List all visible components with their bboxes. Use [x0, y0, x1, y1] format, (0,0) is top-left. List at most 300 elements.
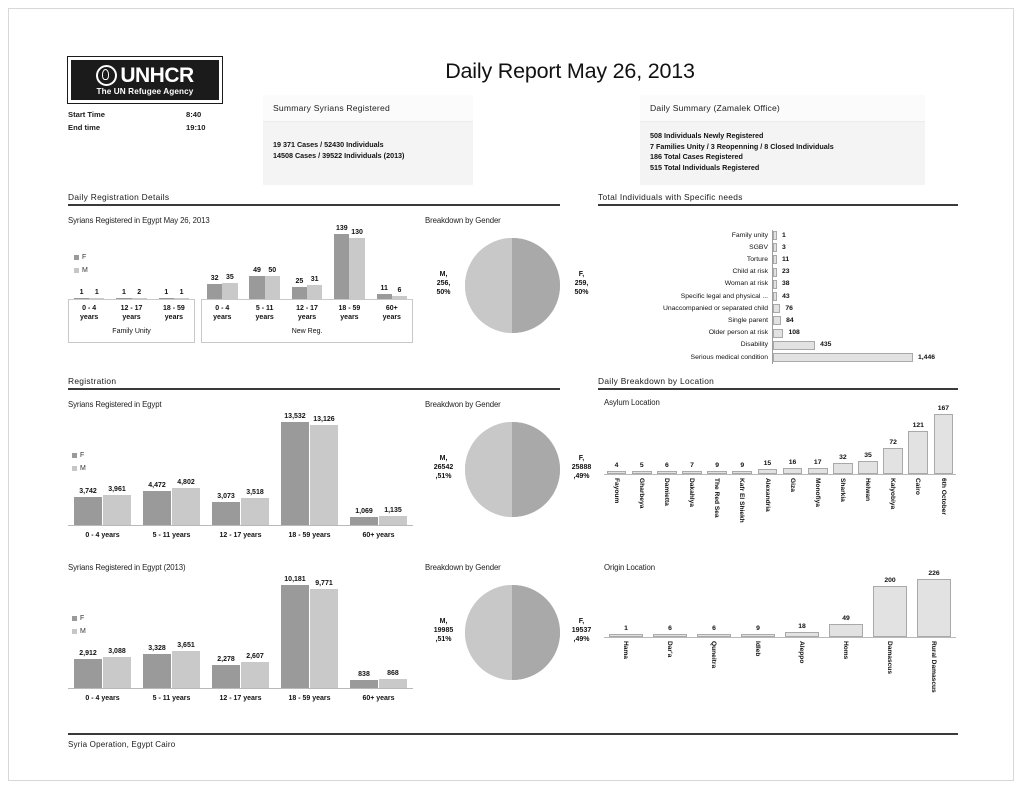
chart-registration-2013-age-gender	[68, 563, 413, 718]
location-bar-value: 49	[842, 615, 850, 623]
location-bar-value: 18	[798, 623, 806, 631]
location-bar-Kalyobiya	[883, 448, 903, 474]
bar-F-12 - 17 years	[116, 288, 131, 300]
h-bar-Disability	[773, 341, 815, 350]
location-bar-Cairo	[908, 431, 928, 474]
h-bar-Torture	[773, 255, 777, 264]
pie-chart	[425, 400, 595, 540]
pie-slice-M	[465, 238, 513, 333]
chart-daily-age-gender	[68, 216, 413, 361]
bar-value: 1	[164, 288, 169, 296]
end-time-label: End time	[68, 123, 101, 132]
pie-label-line: ,49%	[573, 636, 590, 643]
x-axis-label: 12 - 17 years	[219, 695, 262, 702]
pie-slice-M	[465, 422, 513, 517]
daily-summary-line-4: 515 Total Individuals Registered	[650, 162, 760, 172]
h-bar-value: 43	[782, 292, 790, 300]
pie-label-M	[425, 617, 463, 644]
x-axis-label: 12 - 17 years	[219, 532, 262, 539]
x-axis-label	[328, 304, 370, 322]
chart-title: Asylum Location	[604, 398, 660, 407]
h-bar-Older person at risk	[773, 329, 783, 338]
bar-M-0 - 4 years	[103, 485, 132, 525]
bar-M-18 - 59 years	[310, 580, 339, 688]
pie-chart	[425, 216, 595, 356]
pie-label-line: F,	[578, 455, 585, 462]
h-bar-category-label: Torture	[746, 255, 768, 263]
location-label-Cairo: Cairo	[914, 478, 922, 495]
bar-F-60+ years	[350, 670, 379, 688]
location-bar-value: 16	[788, 459, 797, 467]
location-label-Gharbeya: Gharbeya	[637, 478, 645, 509]
section-rule	[598, 388, 958, 390]
footer-rule	[68, 733, 958, 735]
h-bar-Family unity	[773, 231, 777, 240]
start-time-row	[68, 110, 268, 119]
bar-M-5 - 11 years	[172, 642, 201, 688]
x-axis-label: 60+ years	[362, 532, 395, 539]
chart-registration-gender-pie	[425, 400, 595, 540]
x-axis-line	[68, 525, 413, 526]
section-rule	[68, 204, 560, 206]
pie-label-F	[563, 270, 601, 297]
pie-label-line: F,	[578, 271, 585, 278]
legend-label-M: M	[80, 628, 86, 635]
location-bar-Helwan	[858, 461, 878, 474]
pie-label-line: ,49%	[573, 473, 590, 480]
page-title: Daily Report May 26, 2013	[445, 59, 695, 83]
x-axis-line	[604, 474, 956, 475]
x-axis-label-line: 5 - 11	[255, 305, 274, 312]
x-axis-label-line: years	[164, 314, 184, 321]
location-bar-value: 5	[639, 462, 644, 469]
bar-value: 2,607	[246, 652, 264, 660]
bar-F-18 - 59 years	[334, 225, 349, 299]
x-axis-label-line: years	[382, 314, 401, 321]
section-label: Daily Breakdown by Location	[598, 376, 715, 386]
pie-label-F	[563, 617, 601, 644]
legend-item-F	[74, 254, 88, 261]
x-axis-label-line: 12 - 17	[296, 305, 318, 312]
legend-label-F: F	[80, 452, 85, 459]
bar-value: 130	[351, 229, 363, 237]
location-label-Idleb: Idleb	[754, 641, 762, 657]
x-axis-label-line: 18 - 59	[163, 305, 185, 312]
pie-label-line: ,51%	[435, 636, 452, 643]
h-bar-category-label: Specific legal and physical ...	[680, 292, 768, 300]
bar-M-60+ years	[392, 287, 407, 299]
legend-swatch-M	[72, 629, 77, 634]
h-bar-Woman at risk	[773, 280, 777, 289]
location-label-Helwan: Helwan	[864, 478, 872, 502]
pie-slice-F	[512, 238, 560, 333]
section-rule	[68, 388, 560, 390]
bar-value: 3,651	[177, 642, 195, 650]
location-bar-value: 32	[839, 453, 847, 461]
location-bar-value: 200	[884, 576, 896, 584]
location-bar-value: 4	[614, 462, 619, 469]
bar-F-12 - 17 years	[212, 492, 241, 525]
location-label-Quneitra: Quneitra	[710, 641, 718, 669]
x-axis-label	[110, 304, 152, 322]
pie-label-M	[425, 270, 463, 297]
section-header-daily-registration-details	[68, 192, 560, 205]
chart-title: Breakdown by Gender	[425, 216, 501, 225]
x-axis-label	[286, 304, 328, 322]
location-bar-value: 35	[864, 452, 872, 460]
location-label-Fayoum: Fayoum	[612, 478, 620, 504]
bar-M-12 - 17 years	[241, 489, 270, 525]
h-bar-SGBV	[773, 243, 777, 252]
bar-M-0 - 4 years	[222, 273, 237, 299]
chart-specific-needs	[600, 222, 958, 362]
bar-value: 11	[380, 284, 388, 292]
pie-label-line: 19985	[433, 627, 454, 634]
x-axis-label: 0 - 4 years	[85, 695, 120, 702]
pie-circle	[465, 238, 560, 333]
chart-title: Breakdwon by Gender	[425, 400, 501, 409]
chart-title: Syrians Registered in Egypt (2013)	[68, 563, 186, 572]
legend-swatch-M	[72, 466, 77, 471]
h-bar-value: 435	[820, 341, 832, 349]
h-bar-category-label: SGBV	[749, 243, 768, 251]
h-bar-category-label: Child at risk	[732, 268, 768, 276]
x-axis-label: 60+ years	[362, 695, 395, 702]
pie-label-line: 19537	[571, 627, 592, 634]
chart-asylum-location	[604, 398, 956, 548]
pie-circle	[465, 585, 560, 680]
legend-item-F	[72, 615, 86, 622]
start-time-label: Start Time	[68, 110, 105, 119]
location-label-Dar'a: Dar'a	[666, 641, 674, 658]
bar-M-5 - 11 years	[172, 479, 201, 525]
x-axis-label-line: 60+	[385, 305, 398, 312]
chart-daily-gender-pie	[425, 216, 595, 356]
h-bar-value: 38	[782, 280, 790, 288]
legend-swatch-M	[74, 268, 79, 273]
summary-syrians-title: Summary Syrians Registered	[263, 95, 473, 122]
legend-label-M: M	[82, 267, 88, 274]
bar-F-60+ years	[350, 507, 379, 525]
location-label-Dakahlya: Dakahlya	[688, 478, 696, 507]
legend-item-M	[72, 465, 86, 472]
bar-value: 3,328	[148, 645, 166, 653]
bar-value: 838	[358, 670, 370, 678]
legend-swatch-F	[74, 255, 79, 260]
pie-label-line: M,	[439, 618, 448, 625]
x-axis-label	[201, 304, 243, 322]
bar-value: 1	[179, 288, 184, 296]
bar-value: 139	[335, 225, 348, 232]
h-bar-category-label: Unaccompanied or separated child	[662, 304, 768, 312]
bar-M-60+ years	[379, 670, 408, 688]
bar-value: 13,532	[284, 413, 306, 420]
daily-summary-box	[640, 95, 925, 185]
bar-value: 1,135	[384, 507, 402, 515]
bar-F-18 - 59 years	[281, 576, 310, 688]
pie-label-line: 256,	[436, 280, 451, 287]
group-label-1: New Reg.	[291, 328, 323, 335]
location-label-Sharkia: Sharkia	[839, 478, 847, 502]
bar-value: 32	[210, 275, 219, 283]
daily-summary-line-2: 7 Families Unity / 3 Reopenning / 8 Closed Individuals	[650, 141, 834, 151]
x-axis-label-line: years	[255, 314, 274, 321]
summary-syrians-line-1: 19 371 Cases / 52430 Individuals	[273, 140, 384, 149]
x-axis-label: 18 - 59 years	[288, 695, 331, 702]
h-bar-value: 84	[786, 316, 794, 324]
unhcr-logo	[68, 57, 222, 103]
x-axis-label	[153, 304, 195, 322]
location-label-Damascus: Damascus	[886, 641, 894, 674]
x-axis-label-line: years	[297, 314, 317, 321]
h-bar-category-label: Serious medical condition	[690, 353, 768, 361]
bar-value: 25	[295, 278, 304, 286]
legend-label-F: F	[82, 254, 87, 261]
time-block	[68, 110, 268, 136]
x-axis-label-line: years	[80, 314, 99, 321]
pie-label-line: 50%	[436, 289, 451, 296]
h-bar-value: 1	[782, 231, 786, 239]
daily-summary-title: Daily Summary (Zamalek Office)	[640, 95, 925, 122]
h-bar-Serious medical condition	[773, 353, 913, 362]
bar-F-60+ years	[377, 284, 392, 299]
bar-M-0 - 4 years	[103, 647, 132, 688]
location-label-Kalyobiya: Kalyobiya	[889, 478, 897, 510]
bar-F-0 - 4 years	[74, 649, 103, 688]
chart-title: Syrians Registered in Egypt May 26, 2013	[68, 216, 210, 225]
section-header-total-specific-needs	[598, 192, 958, 205]
location-label-6th October: 6th October	[939, 478, 947, 516]
location-bar-6th October	[934, 414, 954, 474]
bar-value: 4,802	[177, 479, 195, 487]
bar-F-0 - 4 years	[74, 288, 89, 300]
x-axis-label: 5 - 11 years	[152, 695, 191, 702]
x-axis-label: 0 - 4 years	[85, 532, 120, 539]
location-bar-Sharkia	[833, 463, 853, 474]
chart-legend	[74, 254, 88, 280]
h-bar-value: 23	[782, 268, 790, 276]
bar-value: 3,518	[246, 489, 264, 497]
chart-title: Origin Location	[604, 563, 655, 572]
location-bar-value: 17	[813, 458, 822, 466]
bar-value: 2,278	[217, 655, 235, 663]
location-bar-value: 6	[664, 462, 669, 469]
section-rule	[598, 204, 958, 206]
location-label-Rural Damascus: Rural Damascus	[930, 641, 938, 693]
pie-slice-F	[512, 422, 560, 517]
logo-tagline: The UN Refugee Agency	[96, 86, 194, 96]
bar-value: 6	[397, 287, 402, 295]
location-bar-Damascus	[873, 586, 907, 637]
chart-legend	[72, 615, 86, 641]
h-bar-value: 108	[788, 329, 800, 337]
location-bar-Homs	[829, 624, 863, 637]
legend-label-F: F	[80, 615, 85, 622]
bar-value: 9,771	[315, 580, 333, 588]
pie-label-line: 259,	[574, 280, 589, 287]
chart-registration-2013-gender-pie	[425, 563, 595, 703]
pie-slice-M	[465, 585, 513, 680]
bar-value: 49	[253, 267, 261, 275]
summary-syrians-line-2: 14508 Cases / 39522 Individuals (2013)	[273, 151, 405, 160]
pie-label-M	[425, 454, 463, 481]
x-axis-label	[244, 304, 286, 322]
bar-value: 2	[137, 288, 142, 296]
location-bar-value: 9	[756, 625, 760, 632]
pie-slice-F	[512, 585, 560, 680]
bar-F-18 - 59 years	[281, 413, 310, 525]
legend-item-F	[72, 452, 86, 459]
location-bar-value: 226	[928, 570, 940, 577]
location-label-Alexandria: Alexandria	[763, 478, 771, 512]
location-bar-value: 9	[740, 461, 745, 469]
h-bar-category-label: Older person at risk	[708, 329, 768, 337]
x-axis-label-line: 0 - 4	[215, 305, 230, 312]
h-bar-Single parent	[773, 316, 781, 325]
section-header-daily-breakdown-location	[598, 376, 958, 389]
section-header-registration	[68, 376, 560, 389]
location-label-Hama: Hama	[622, 641, 630, 659]
x-axis-label	[68, 304, 110, 322]
h-bar-category-label: Single parent	[727, 316, 768, 324]
x-axis-label-line: years	[340, 314, 359, 321]
bar-F-12 - 17 years	[292, 278, 307, 299]
bar-value: 3,742	[79, 487, 97, 495]
bar-M-12 - 17 years	[241, 652, 270, 688]
h-bar-value: 11	[782, 255, 790, 263]
bar-F-5 - 11 years	[143, 645, 172, 688]
x-axis-label-line: 18 - 59	[338, 305, 361, 312]
end-time-value: 19:10	[186, 123, 206, 132]
bar-F-0 - 4 years	[74, 487, 103, 525]
bar-value: 1,069	[355, 507, 373, 515]
legend-swatch-F	[72, 453, 77, 458]
chart-origin-location	[604, 563, 956, 711]
summary-syrians-registered-box	[263, 95, 473, 185]
bar-M-18 - 59 years	[174, 288, 189, 300]
chart-legend	[72, 452, 86, 478]
location-bar-value: 72	[889, 439, 897, 447]
footer-text: Syria Operation, Egypt Cairo	[68, 740, 176, 749]
start-time-value: 8:40	[186, 110, 202, 119]
x-axis-line	[68, 688, 413, 689]
bar-value: 1	[121, 288, 126, 296]
daily-summary-body	[640, 122, 925, 173]
h-bar-Specific legal and physical ...	[773, 292, 777, 301]
section-label: Daily Registration Details	[68, 192, 170, 202]
group-label-0: Family Unity	[112, 328, 151, 335]
bar-value: 2,912	[79, 649, 97, 657]
location-label-Damietta: Damietta	[663, 478, 671, 506]
bar-F-18 - 59 years	[159, 288, 174, 300]
pie-label-F	[563, 454, 601, 481]
bar-F-5 - 11 years	[143, 481, 172, 525]
section-label: Total Individuals with Specific needs	[598, 192, 743, 202]
h-bar-Unaccompanied or separated child	[773, 304, 780, 313]
location-bar-value: 15	[763, 459, 772, 467]
legend-item-M	[72, 628, 86, 635]
pie-label-line: M,	[439, 271, 448, 278]
x-axis-label-line: years	[213, 314, 232, 321]
location-label-The Red Sea: The Red Sea	[713, 478, 721, 518]
end-time-row	[68, 123, 268, 132]
pie-label-line: 25888	[571, 464, 592, 471]
location-bar-value: 1	[624, 625, 628, 632]
bar-M-5 - 11 years	[265, 266, 280, 299]
location-bar-value: 9	[715, 461, 720, 469]
bar-value: 1	[94, 288, 99, 296]
x-axis-label-line: 0 - 4	[82, 305, 97, 312]
bar-M-12 - 17 years	[307, 275, 322, 299]
h-bar-value: 76	[785, 304, 793, 312]
pie-chart	[425, 563, 595, 703]
location-label-Giza: Giza	[788, 478, 796, 492]
legend-label-M: M	[80, 465, 86, 472]
pie-label-line: F,	[578, 618, 585, 625]
location-label-Homs: Homs	[842, 641, 850, 660]
location-bar-value: 7	[690, 462, 694, 469]
bar-value: 13,126	[313, 416, 335, 424]
location-bar-value: 6	[712, 625, 716, 632]
summary-syrians-body	[263, 122, 473, 161]
pie-label-line: ,51%	[435, 473, 452, 480]
x-axis-label	[371, 304, 413, 322]
pie-label-line: 26542	[433, 464, 454, 471]
logo-top-row	[96, 65, 193, 86]
bar-value: 3,088	[108, 647, 126, 655]
bar-value: 3,073	[217, 492, 235, 500]
h-bar-category-label: Family unity	[731, 231, 768, 239]
legend-item-M	[74, 267, 88, 274]
h-bar-Child at risk	[773, 268, 777, 277]
bar-value: 50	[268, 266, 277, 274]
bar-value: 35	[226, 273, 234, 281]
chart-title: Syrians Registered in Egypt	[68, 400, 162, 409]
location-bar-value: 6	[668, 625, 672, 632]
chart-title: Breakdown by Gender	[425, 563, 501, 572]
location-bar-value: 121	[912, 421, 924, 429]
unhcr-emblem-icon	[96, 65, 117, 86]
bar-M-60+ years	[379, 507, 408, 525]
location-bar-Rural Damascus	[917, 579, 951, 637]
location-label-Aleppo: Aleppo	[798, 641, 806, 664]
bar-M-18 - 59 years	[310, 416, 339, 525]
bar-F-0 - 4 years	[207, 275, 222, 299]
h-bar-category-label: Disability	[740, 341, 768, 349]
location-label-Monofiya: Monofiya	[813, 478, 821, 507]
x-axis-label: 18 - 59 years	[288, 532, 331, 539]
logo-org-name: UNHCR	[120, 63, 194, 87]
bar-value: 1	[79, 288, 84, 296]
bar-F-12 - 17 years	[212, 655, 241, 688]
pie-label-line: M,	[439, 455, 448, 462]
location-label-Kafr El Shiekh: Kafr El Shiekh	[738, 478, 746, 523]
bar-M-18 - 59 years	[349, 229, 364, 299]
bar-value: 3,961	[108, 485, 126, 493]
location-bar-value: 167	[937, 405, 950, 412]
chart-registration-age-gender	[68, 400, 413, 555]
h-bar-value: 1,446	[918, 353, 936, 361]
bar-value: 868	[387, 670, 399, 678]
pie-label-line: 50%	[574, 289, 589, 296]
daily-summary-line-3: 186 Total Cases Registered	[650, 152, 743, 161]
pie-circle	[465, 422, 560, 517]
bar-F-5 - 11 years	[249, 267, 264, 299]
daily-summary-line-1: 508 Individuals Newly Registered	[650, 131, 764, 140]
bar-value: 4,472	[148, 481, 166, 489]
bar-M-0 - 4 years	[89, 288, 104, 300]
bar-M-12 - 17 years	[132, 288, 147, 300]
